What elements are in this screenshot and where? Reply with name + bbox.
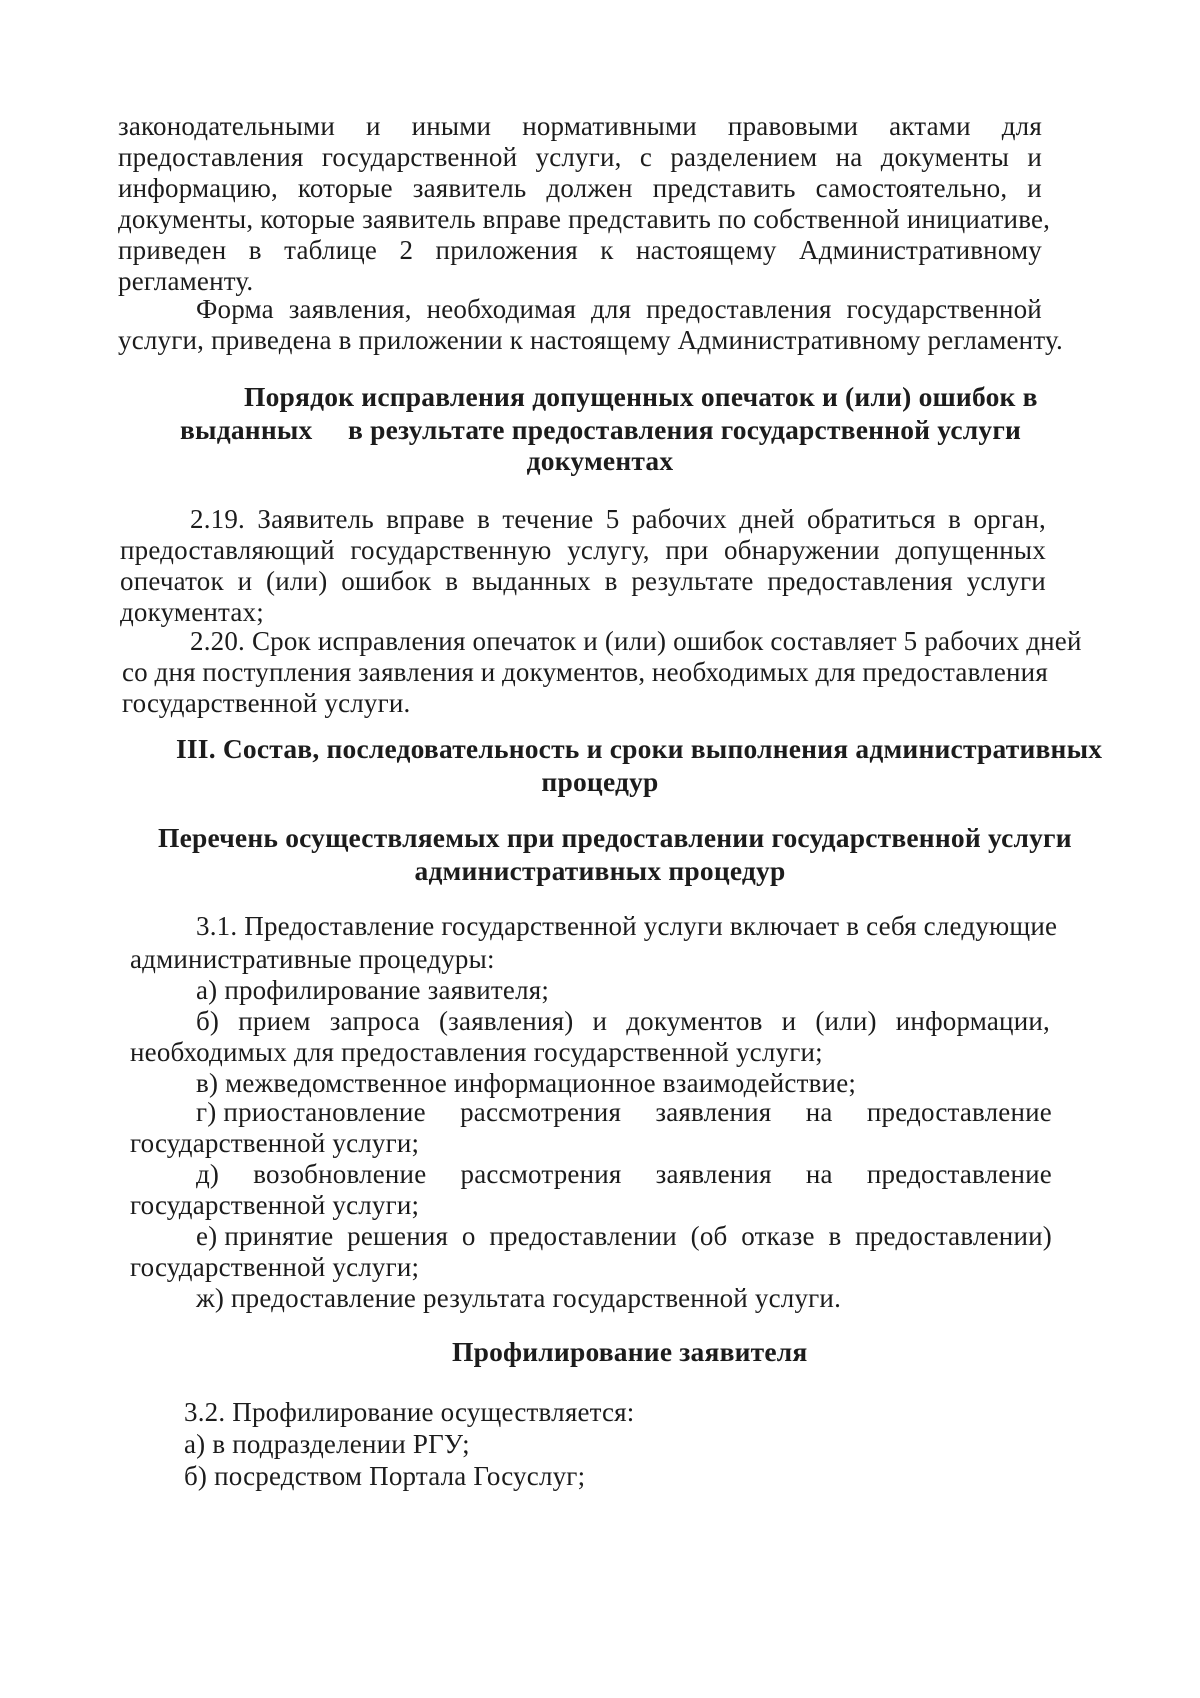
word: на	[805, 1159, 833, 1189]
word: решения	[347, 1221, 449, 1251]
word: обнаружении	[724, 535, 880, 565]
word: для	[815, 657, 856, 687]
word: в	[477, 504, 491, 534]
word: (или)	[266, 566, 328, 596]
word: предоставляющий	[120, 535, 335, 565]
word: (об	[690, 1221, 728, 1251]
word: д)	[196, 1159, 220, 1189]
section-heading: административных процедур	[414, 855, 786, 886]
word: информации,	[895, 1006, 1050, 1036]
word: к	[600, 235, 614, 265]
word: течение	[502, 504, 594, 534]
word: предоставление	[866, 1159, 1052, 1189]
section-heading: в результате предоставления государственной услуги	[348, 414, 1022, 445]
text-line: документы, которые заявитель вправе представить по собственной инициативе,	[118, 204, 1051, 234]
text-line: государственной услуги;	[130, 1252, 420, 1282]
word: законодательными	[118, 111, 335, 141]
word: предоставление	[866, 1097, 1052, 1127]
word: предоставлении)	[855, 1221, 1052, 1251]
word: г) приостановление	[196, 1097, 426, 1127]
word: и	[592, 1006, 608, 1036]
text-line	[190, 503, 1046, 535]
section-heading: Профилирование заявителя	[452, 1336, 808, 1367]
word: настоящему	[635, 235, 777, 265]
word: и	[237, 566, 253, 596]
text-line: административные процедуры:	[130, 944, 495, 974]
word: при	[665, 535, 709, 565]
word: возобновление	[253, 1159, 427, 1189]
text-line	[118, 141, 1042, 173]
word: на	[835, 142, 863, 172]
list-item: в) межведомственное информационное взаимодействие;	[196, 1068, 857, 1098]
list-item	[196, 1158, 1052, 1190]
word: 2	[399, 235, 414, 265]
word: для	[1001, 111, 1042, 141]
word: и	[781, 1006, 797, 1036]
text-line: 2.20. Срок исправления опечаток и (или) ошибок составляет 5 рабочих дней	[190, 626, 1082, 656]
word: услуги,	[535, 142, 622, 172]
word: которые	[297, 173, 393, 203]
word: государственной	[321, 142, 518, 172]
chapter-heading: III. Состав, последовательность и сроки выполнения административных	[176, 733, 1103, 764]
word: заявления	[655, 1097, 772, 1127]
word: заявления	[358, 657, 475, 687]
word: 2.19.	[190, 504, 245, 534]
word: в	[828, 1221, 842, 1251]
text-line	[118, 172, 1042, 204]
text-line: государственной услуги;	[130, 1128, 420, 1158]
word: результате	[631, 566, 754, 596]
section-heading: Перечень осуществляемых при предоставлении государственной услуги	[158, 822, 1072, 853]
word: заявления,	[288, 294, 412, 324]
word: необходимая	[426, 294, 577, 324]
text-line: государственной услуги.	[122, 688, 411, 718]
text-line	[120, 565, 1046, 597]
word: допущенных	[895, 535, 1046, 565]
word: документов	[626, 1006, 763, 1036]
text-line: 3.2. Профилирование осуществляется:	[184, 1397, 635, 1427]
list-item	[196, 1096, 1052, 1128]
list-item	[196, 1220, 1052, 1252]
word: в	[948, 504, 962, 534]
word: (или)	[815, 1006, 877, 1036]
word: заявления	[655, 1159, 772, 1189]
word: рассмотрения	[460, 1159, 622, 1189]
text-line: 3.1. Предоставление государственной услуги включает в себя следующие	[196, 911, 1058, 941]
word: на	[805, 1097, 833, 1127]
word: обратиться	[806, 504, 936, 534]
word: ошибок	[341, 566, 432, 596]
word: отказе	[741, 1221, 815, 1251]
chapter-heading: процедур	[541, 766, 659, 797]
section-heading: Порядок исправления допущенных опечаток и (или) ошибок в	[244, 381, 1038, 412]
word: необходимых	[651, 657, 809, 687]
word: для	[590, 294, 632, 324]
word: приведен	[118, 235, 227, 265]
text-line	[120, 534, 1046, 566]
word: и	[480, 657, 496, 687]
word: предоставления	[862, 657, 1048, 687]
text-line: услуги, приведена в приложении к настоящему Административному регламенту.	[118, 325, 1063, 355]
word: информацию,	[118, 173, 278, 203]
section-heading: документах	[526, 445, 674, 476]
word: таблице	[284, 235, 378, 265]
word: иными	[411, 111, 492, 141]
word: е) принятие	[196, 1221, 334, 1251]
word: и	[365, 111, 381, 141]
word: рабочих	[631, 504, 727, 534]
word: поступления	[202, 657, 352, 687]
word: прием	[238, 1006, 311, 1036]
word: государственную	[350, 535, 552, 565]
word: в	[248, 235, 262, 265]
text-line: регламенту.	[118, 266, 254, 296]
word: государственной	[846, 294, 1042, 324]
word: вправе	[386, 504, 465, 534]
text-line: документах;	[120, 597, 264, 627]
word: орган,	[973, 504, 1046, 534]
word: предоставлении	[489, 1221, 677, 1251]
word: заявитель	[412, 173, 527, 203]
word: представить	[652, 173, 796, 203]
text-line	[122, 656, 1048, 688]
word: и	[1027, 142, 1042, 172]
word: предоставления	[767, 566, 953, 596]
word: со	[122, 657, 148, 687]
word: предоставления	[646, 294, 832, 324]
list-item: ж) предоставление результата государственной услуги.	[196, 1283, 842, 1313]
word: 5	[605, 504, 620, 534]
word: услуги	[966, 566, 1046, 596]
word: запроса	[329, 1006, 420, 1036]
word: и	[1027, 173, 1042, 203]
text-line: государственной услуги;	[130, 1190, 420, 1220]
word: правовыми	[727, 111, 859, 141]
word: Форма	[196, 294, 274, 324]
word: б)	[196, 1006, 220, 1036]
text-line	[196, 293, 1042, 325]
word: выданных	[472, 566, 591, 596]
word: в	[604, 566, 618, 596]
word: разделением	[670, 142, 818, 172]
list-item	[196, 1005, 1050, 1037]
word: (заявления)	[438, 1006, 574, 1036]
word: рассмотрения	[460, 1097, 622, 1127]
list-item: а) в подразделении РГУ;	[184, 1429, 470, 1459]
word: приложения	[435, 235, 578, 265]
text-line	[118, 234, 1042, 266]
word: документы	[880, 142, 1010, 172]
list-item: а) профилирование заявителя;	[196, 975, 550, 1005]
word: актами	[889, 111, 971, 141]
word: Административному	[799, 235, 1042, 265]
word: предоставления	[118, 142, 304, 172]
word: услугу,	[567, 535, 650, 565]
word: с	[639, 142, 653, 172]
word: нормативными	[522, 111, 697, 141]
text-line	[118, 110, 1042, 142]
word: документов,	[502, 657, 646, 687]
word: в	[445, 566, 459, 596]
word: опечаток	[120, 566, 224, 596]
word: о	[461, 1221, 476, 1251]
word: дня	[154, 657, 196, 687]
word: Заявитель	[257, 504, 374, 534]
word: самостоятельно,	[815, 173, 1008, 203]
word: должен	[546, 173, 633, 203]
text-line: необходимых для предоставления государственной услуги;	[130, 1037, 823, 1067]
section-heading: выданных	[180, 414, 313, 445]
word: дней	[739, 504, 795, 534]
list-item: б) посредством Портала Госуслуг;	[184, 1461, 586, 1491]
